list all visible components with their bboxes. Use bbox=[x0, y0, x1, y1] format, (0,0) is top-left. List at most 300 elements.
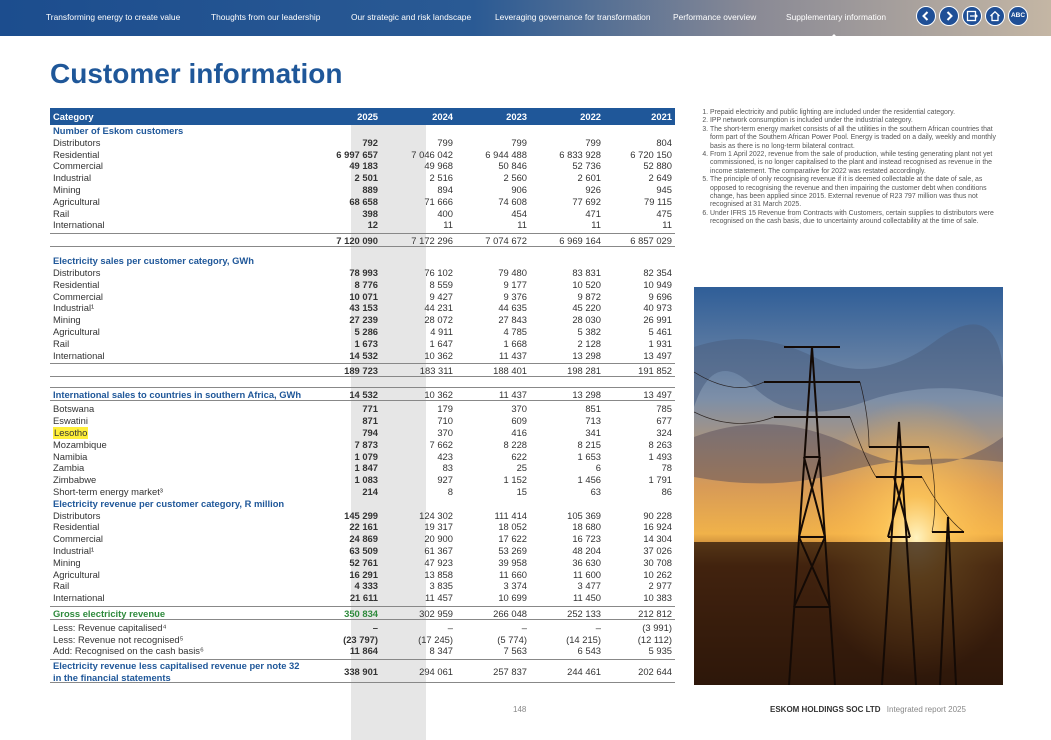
chevron-left-icon bbox=[920, 10, 932, 22]
country-row-cell: 7 662 bbox=[429, 438, 453, 450]
table-row-cell: 13 858 bbox=[424, 568, 453, 580]
total-value: 191 852 bbox=[638, 365, 672, 377]
table-row-cell: 10 071 bbox=[349, 290, 378, 302]
adjustment-row-cell: 5 935 bbox=[648, 645, 672, 657]
table-row-cell: 3 835 bbox=[429, 580, 453, 592]
table-row-cell: 9 872 bbox=[577, 290, 601, 302]
adjustment-row-cell: (12 112) bbox=[637, 633, 672, 645]
table-row-cell: 40 973 bbox=[643, 302, 672, 314]
table-row-cell: Industrial¹ bbox=[53, 544, 95, 556]
footer-report-name: Integrated report 2025 bbox=[886, 705, 966, 714]
adjustment-row-cell: 8 347 bbox=[429, 645, 453, 657]
table-row bbox=[50, 592, 675, 604]
table-row-cell: 44 231 bbox=[424, 302, 453, 314]
section-title-value: 13 497 bbox=[643, 389, 672, 401]
table-row-cell: 2 601 bbox=[577, 172, 601, 184]
table-row-cell: 4 911 bbox=[430, 325, 453, 337]
table-row-cell: 3 477 bbox=[577, 580, 601, 592]
table-row bbox=[50, 208, 675, 220]
table-row bbox=[50, 338, 675, 350]
section-title-value: 14 532 bbox=[349, 389, 378, 401]
adjustment-row-cell: Add: Recognised on the cash basis⁶ bbox=[53, 645, 204, 657]
table-row-cell: 13 298 bbox=[572, 349, 601, 361]
adjustment-row bbox=[50, 634, 675, 646]
table-row-cell: 9 696 bbox=[648, 290, 672, 302]
country-row-cell: 214 bbox=[362, 485, 378, 497]
table-row-cell: 77 692 bbox=[572, 195, 601, 207]
table-row-cell: 9 427 bbox=[429, 290, 453, 302]
country-row-cell: 1 079 bbox=[354, 450, 378, 462]
table-row-cell: 1 673 bbox=[354, 337, 378, 349]
table-row-cell: 471 bbox=[585, 207, 601, 219]
adjustment-row-cell: (5 774) bbox=[497, 633, 527, 645]
total-row bbox=[50, 363, 675, 377]
final-revenue-row bbox=[50, 659, 675, 683]
country-row-cell: 1 083 bbox=[354, 474, 378, 486]
country-row-cell: 86 bbox=[661, 485, 672, 497]
table-row-cell: 20 900 bbox=[424, 533, 453, 545]
table-row-cell: 2 128 bbox=[577, 337, 601, 349]
table-row-cell: 82 354 bbox=[643, 266, 672, 278]
total-value: 7 120 090 bbox=[336, 235, 378, 247]
table-row-cell: International bbox=[53, 592, 105, 604]
table-row-cell: Agricultural bbox=[53, 325, 100, 337]
table-row-cell: 1 647 bbox=[429, 337, 453, 349]
table-row-cell: 16 924 bbox=[643, 521, 672, 533]
footnotes bbox=[696, 109, 1000, 227]
section-title bbox=[50, 387, 675, 401]
gross-revenue-value: 252 133 bbox=[567, 607, 601, 619]
table-row-cell: Commercial bbox=[53, 290, 104, 302]
table-row-cell: 10 262 bbox=[643, 568, 672, 580]
table-row-cell: International bbox=[53, 219, 105, 231]
table-row-cell: 2 560 bbox=[503, 172, 527, 184]
table-row-cell: 105 369 bbox=[567, 509, 601, 521]
country-row bbox=[50, 486, 675, 498]
table-row-cell: 19 317 bbox=[424, 521, 453, 533]
footer-company-name: ESKOM HOLDINGS SOC LTD bbox=[770, 705, 881, 714]
table-row-cell: 18 680 bbox=[572, 521, 601, 533]
table-row-cell: 2 649 bbox=[648, 172, 672, 184]
final-revenue-value: 294 061 bbox=[419, 666, 453, 678]
table-row-cell: Distributors bbox=[53, 136, 101, 148]
table-row-cell: 804 bbox=[656, 136, 672, 148]
country-row-cell: 677 bbox=[656, 415, 672, 427]
customer-information-table bbox=[50, 108, 675, 685]
table-row-cell: 2 501 bbox=[354, 172, 378, 184]
table-row-cell: 14 304 bbox=[643, 533, 672, 545]
table-row bbox=[50, 521, 675, 533]
table-row-cell: 11 660 bbox=[499, 568, 527, 580]
section-title bbox=[50, 255, 675, 267]
table-row-cell: 5 286 bbox=[354, 325, 378, 337]
chevron-right-icon bbox=[943, 10, 955, 22]
adjustment-row-cell: – bbox=[521, 621, 527, 633]
gross-revenue-value: 302 959 bbox=[419, 607, 453, 619]
adjustment-row-cell: (23 797) bbox=[343, 633, 378, 645]
total-value: 189 723 bbox=[344, 365, 378, 377]
home-icon bbox=[989, 10, 1001, 22]
table-row-cell: 21 611 bbox=[349, 592, 378, 604]
table-row-cell: 906 bbox=[511, 183, 527, 195]
top-navigation-bar bbox=[0, 0, 1051, 36]
table-row-cell: 400 bbox=[437, 207, 453, 219]
gross-revenue-value: 350 834 bbox=[344, 607, 378, 619]
country-row bbox=[50, 439, 675, 451]
table-row-cell: 145 299 bbox=[344, 509, 378, 521]
table-row-cell: 45 220 bbox=[572, 302, 601, 314]
table-row-cell: 11 450 bbox=[573, 592, 601, 604]
table-row-cell: 4 333 bbox=[354, 580, 378, 592]
table-row bbox=[50, 279, 675, 291]
table-row bbox=[50, 302, 675, 314]
country-row bbox=[50, 427, 675, 439]
final-revenue-value: 244 461 bbox=[567, 666, 601, 678]
nav-item-performance-overview[interactable]: Performance overview bbox=[673, 12, 757, 22]
section-title-label: Number of Eskom customers bbox=[53, 125, 184, 136]
table-row-cell: 36 630 bbox=[572, 556, 601, 568]
table-row-cell: 10 362 bbox=[424, 349, 453, 361]
table-row bbox=[50, 545, 675, 557]
table-row-cell: International bbox=[53, 349, 105, 361]
country-row-cell: 416 bbox=[511, 426, 527, 438]
table-header-row bbox=[50, 108, 675, 125]
table-row-cell: 49 183 bbox=[349, 160, 378, 172]
table-row-cell: 14 532 bbox=[349, 349, 378, 361]
table-row-cell: 945 bbox=[656, 183, 672, 195]
table-row-cell: 11 457 bbox=[425, 592, 453, 604]
table-row-cell: 63 509 bbox=[349, 544, 378, 556]
section-title-label: Electricity revenue per customer category, R million bbox=[53, 497, 285, 509]
table-row-cell: Mining bbox=[53, 183, 81, 195]
country-row-cell: 423 bbox=[437, 450, 453, 462]
table-row-cell: 71 666 bbox=[424, 195, 453, 207]
adjustment-row-cell: 7 563 bbox=[503, 645, 527, 657]
table-row-cell: 792 bbox=[362, 136, 378, 148]
total-row bbox=[50, 233, 675, 247]
table-row bbox=[50, 137, 675, 149]
table-row-cell: 11 bbox=[517, 219, 527, 231]
table-row-cell: 27 843 bbox=[498, 314, 527, 326]
table-row-cell: 111 414 bbox=[494, 509, 527, 521]
total-value: 183 311 bbox=[419, 365, 453, 377]
table-row-cell: 16 291 bbox=[349, 568, 378, 580]
final-revenue-value: 257 837 bbox=[493, 666, 527, 678]
table-row-cell: Commercial bbox=[53, 533, 104, 545]
country-row-cell: 771 bbox=[362, 403, 378, 415]
total-value: 6 857 029 bbox=[630, 235, 672, 247]
table-row-cell: 11 437 bbox=[499, 349, 527, 361]
footnotes-list bbox=[696, 109, 1000, 227]
country-row-cell: Zambia bbox=[53, 462, 85, 474]
table-row bbox=[50, 350, 675, 362]
table-row-cell: 4 785 bbox=[503, 325, 527, 337]
table-row-cell: 926 bbox=[585, 183, 601, 195]
table-row-cell: 124 302 bbox=[419, 509, 453, 521]
country-row bbox=[50, 462, 675, 474]
table-row-cell: 2 516 bbox=[429, 172, 453, 184]
total-value: 7 172 296 bbox=[411, 235, 453, 247]
table-row-cell: 52 736 bbox=[572, 160, 601, 172]
country-row-cell: 63 bbox=[590, 485, 601, 497]
exit-button[interactable] bbox=[962, 6, 982, 26]
adjustment-row-cell: Less: Revenue capitalised⁴ bbox=[53, 621, 167, 633]
section-title-label: International sales to countries in southern Africa, GWh bbox=[53, 389, 302, 401]
table-row-cell: 52 880 bbox=[643, 160, 672, 172]
table-row-cell: 10 383 bbox=[643, 592, 672, 604]
table-row-cell: 11 bbox=[443, 219, 453, 231]
country-row-cell: 622 bbox=[511, 450, 527, 462]
table-row-cell: 799 bbox=[437, 136, 453, 148]
table-row-cell: 17 622 bbox=[498, 533, 527, 545]
header-2024: 2024 bbox=[432, 111, 453, 122]
table-row bbox=[50, 291, 675, 303]
country-row-cell: 871 bbox=[362, 415, 378, 427]
table-row-cell: Mining bbox=[53, 314, 81, 326]
table-row-cell: 11 bbox=[591, 219, 601, 231]
table-row-cell: 78 993 bbox=[349, 266, 378, 278]
adjustment-row-cell: (3 991) bbox=[642, 621, 672, 633]
table-row-cell: 28 030 bbox=[572, 314, 601, 326]
table-row-cell: Rail bbox=[53, 337, 70, 349]
table-row bbox=[50, 172, 675, 184]
table-row-cell: 10 949 bbox=[643, 278, 672, 290]
table-row-cell: 83 831 bbox=[572, 266, 601, 278]
country-row-cell: Mozambique bbox=[53, 438, 107, 450]
table-row-cell: Residential bbox=[53, 521, 100, 533]
table-row-cell: 16 723 bbox=[572, 533, 601, 545]
table-row-cell: 27 239 bbox=[349, 314, 378, 326]
final-revenue-value: 202 644 bbox=[638, 666, 672, 678]
section-title bbox=[50, 498, 675, 510]
table-row-cell: 49 968 bbox=[424, 160, 453, 172]
table-row-cell: 12 bbox=[367, 219, 378, 231]
country-row-cell: 1 847 bbox=[354, 462, 378, 474]
table-row-cell: 30 708 bbox=[643, 556, 672, 568]
country-row-cell: 713 bbox=[585, 415, 601, 427]
country-row-cell: 83 bbox=[442, 462, 453, 474]
section-title-label: Electricity sales per customer category, GWh bbox=[53, 255, 254, 267]
power-pylons-sunset-photo bbox=[694, 287, 1003, 685]
page-number: 148 bbox=[513, 705, 527, 714]
adjustment-row-cell: – bbox=[447, 621, 453, 633]
adjustment-row bbox=[50, 622, 675, 634]
footnote-item: 1. Prepaid electricity and public lighting are included under the residential category. bbox=[710, 109, 1000, 117]
table-row-cell: 5 461 bbox=[648, 325, 672, 337]
table-row-cell: 9 177 bbox=[503, 278, 527, 290]
country-row-cell: 1 791 bbox=[648, 474, 672, 486]
table-row-cell: 10 699 bbox=[498, 592, 527, 604]
country-row-cell: 8 228 bbox=[503, 438, 527, 450]
country-row-cell: Botswana bbox=[53, 403, 95, 415]
home-button[interactable] bbox=[985, 6, 1005, 26]
country-row-cell: 1 456 bbox=[577, 474, 601, 486]
header-category: Category bbox=[53, 111, 94, 122]
country-row-cell: Short-term energy market³ bbox=[53, 485, 163, 497]
table-row-cell: Mining bbox=[53, 556, 81, 568]
table-row-cell: 68 658 bbox=[349, 195, 378, 207]
country-row-cell: 324 bbox=[656, 426, 672, 438]
table-row-cell: Industrial bbox=[53, 172, 92, 184]
country-row-cell: 609 bbox=[511, 415, 527, 427]
adjustment-row-cell: (14 215) bbox=[566, 633, 601, 645]
table-row-cell: 43 153 bbox=[349, 302, 378, 314]
country-row-cell: 8 215 bbox=[577, 438, 601, 450]
country-row-cell: Eswatini bbox=[53, 415, 88, 427]
country-row-cell: 794 bbox=[362, 426, 378, 438]
country-row-cell: Namibia bbox=[53, 450, 88, 462]
table-row-cell: 74 608 bbox=[498, 195, 527, 207]
table-row-cell: 889 bbox=[362, 183, 378, 195]
next-page-button[interactable] bbox=[939, 6, 959, 26]
gross-revenue-row bbox=[50, 606, 675, 620]
footnote-item: 4. From 1 April 2022, revenue from the sale of production, while testing generating plant not yet commissioned, is no longer capitalised to the plant and instead recognised as revenue in the income statement. The comparative for 2022 was restated accordingly. bbox=[710, 151, 1000, 176]
country-row-cell: 7 873 bbox=[354, 438, 378, 450]
table-row-cell: 7 046 042 bbox=[411, 148, 453, 160]
section-title bbox=[50, 125, 675, 137]
section-title-value: 10 362 bbox=[424, 389, 453, 401]
table-row-cell: 799 bbox=[585, 136, 601, 148]
footer-company bbox=[770, 705, 966, 714]
table-row-cell: Industrial¹ bbox=[53, 302, 95, 314]
table-row-cell: 26 991 bbox=[643, 314, 672, 326]
nav-item-thoughts-leadership[interactable]: Thoughts from our leadership bbox=[211, 12, 321, 22]
country-row bbox=[50, 403, 675, 415]
table-row-cell: 5 382 bbox=[577, 325, 601, 337]
table-row-cell: 28 072 bbox=[424, 314, 453, 326]
table-row-cell: 475 bbox=[656, 207, 672, 219]
previous-page-button[interactable] bbox=[916, 6, 936, 26]
glossary-abc-button[interactable]: ABC bbox=[1008, 6, 1028, 26]
table-row-cell: 894 bbox=[437, 183, 453, 195]
country-row-cell: 785 bbox=[656, 403, 672, 415]
table-row-cell: 39 958 bbox=[498, 556, 527, 568]
table-row-cell: 61 367 bbox=[424, 544, 453, 556]
table-row bbox=[50, 580, 675, 592]
table-row-cell: 76 102 bbox=[424, 266, 453, 278]
table-row bbox=[50, 160, 675, 172]
table-row-cell: 22 161 bbox=[349, 521, 378, 533]
table-row-cell: Residential bbox=[53, 148, 100, 160]
final-label-line2: in the financial statements bbox=[53, 672, 171, 684]
adjustment-row-cell: – bbox=[372, 621, 378, 633]
table-row-cell: 9 376 bbox=[503, 290, 527, 302]
total-value: 188 401 bbox=[493, 365, 527, 377]
table-row-cell: 6 944 488 bbox=[485, 148, 527, 160]
country-row-cell: 851 bbox=[585, 403, 601, 415]
country-row-cell: 370 bbox=[511, 403, 527, 415]
table-row-cell: 79 480 bbox=[498, 266, 527, 278]
table-row-cell: 8 776 bbox=[354, 278, 378, 290]
table-row-cell: 90 228 bbox=[643, 509, 672, 521]
table-row-cell: 18 052 bbox=[498, 521, 527, 533]
table-row-cell: 1 668 bbox=[503, 337, 527, 349]
table-row-cell: 11 600 bbox=[573, 568, 601, 580]
table-row bbox=[50, 326, 675, 338]
exit-icon bbox=[966, 10, 978, 22]
nav-item-governance[interactable]: Leveraging governance for transformation bbox=[495, 12, 651, 22]
country-row-cell: 25 bbox=[516, 462, 527, 474]
gross-revenue-value: 212 812 bbox=[638, 607, 672, 619]
table-row-cell: 79 115 bbox=[644, 195, 672, 207]
country-row-cell: Lesotho bbox=[54, 426, 88, 438]
section-title-value: 11 437 bbox=[499, 389, 527, 401]
country-row-cell: Zimbabwe bbox=[53, 474, 97, 486]
adjustment-row-cell: 11 864 bbox=[349, 645, 378, 657]
table-row-cell: 53 269 bbox=[498, 544, 527, 556]
table-body bbox=[50, 125, 675, 683]
table-row-cell: 6 997 657 bbox=[336, 148, 378, 160]
country-row-cell: 8 263 bbox=[648, 438, 672, 450]
country-row-cell: 1 152 bbox=[503, 474, 527, 486]
country-row-cell: 8 bbox=[447, 485, 453, 497]
table-row bbox=[50, 196, 675, 208]
table-row-cell: Agricultural bbox=[53, 195, 100, 207]
table-row bbox=[50, 267, 675, 279]
table-row-cell: 1 931 bbox=[648, 337, 672, 349]
table-row-cell: 2 977 bbox=[648, 580, 672, 592]
country-row-cell: 1 493 bbox=[648, 450, 672, 462]
table-row-cell: Agricultural bbox=[53, 568, 100, 580]
country-row bbox=[50, 415, 675, 427]
header-2025: 2025 bbox=[357, 111, 378, 122]
nav-item-supplementary-information[interactable]: Supplementary information bbox=[786, 12, 887, 22]
final-label-line1: Electricity revenue less capitalised revenue per note 32 bbox=[53, 660, 300, 672]
table-row-cell: 24 869 bbox=[349, 533, 378, 545]
table-row-cell: Distributors bbox=[53, 509, 101, 521]
table-row-cell: 8 559 bbox=[429, 278, 453, 290]
total-value: 7 074 672 bbox=[485, 235, 527, 247]
final-revenue-label bbox=[53, 660, 299, 684]
country-row-cell: 927 bbox=[437, 474, 453, 486]
adjustment-row-cell: 6 543 bbox=[577, 645, 601, 657]
footnote-item: 6. Under IFRS 15 Revenue from Contracts with Customers, certain supplies to distributors were recognised on the cash basis, due to uncertainty around collectability at the time of sale. bbox=[710, 210, 1000, 227]
nav-item-transforming-energy[interactable]: Transforming energy to create value bbox=[46, 12, 181, 22]
table-row bbox=[50, 314, 675, 326]
table-row-cell: 6 833 928 bbox=[559, 148, 601, 160]
table-row-cell: 6 720 150 bbox=[630, 148, 672, 160]
footnote-item: 5. The principle of only recognising revenue if it is deemed collectable at the date of sale, as opposed to recognising the revenue and then impairing the customer debt when conditions change, has been applied since 2015. External revenue of R23 797 million was thus not recognised at 31 March 2025. bbox=[710, 176, 1000, 210]
section-title-value: 13 298 bbox=[572, 389, 601, 401]
table-row-cell: 3 374 bbox=[503, 580, 527, 592]
page-title: Customer information bbox=[50, 58, 343, 89]
table-row bbox=[50, 149, 675, 161]
table-row-cell: 11 bbox=[662, 219, 672, 231]
footnote-item: 2. IPP network consumption is included under the industrial category. bbox=[710, 117, 1000, 125]
adjustment-row bbox=[50, 645, 675, 657]
table-row bbox=[50, 569, 675, 581]
table-row bbox=[50, 533, 675, 545]
total-value: 6 969 164 bbox=[559, 235, 601, 247]
country-row bbox=[50, 451, 675, 463]
country-row-cell: 1 653 bbox=[577, 450, 601, 462]
table-row-cell: Residential bbox=[53, 278, 100, 290]
footnote-item: 3. The short-term energy market consists of all the utilities in the southern African countries that form part of the Southern African Power Pool. Energy is traded on a daily, weekly and monthly basis as there is no long-term bilateral contract. bbox=[710, 126, 1000, 151]
final-revenue-value: 338 901 bbox=[344, 666, 378, 678]
total-value: 198 281 bbox=[567, 365, 601, 377]
table-row-cell: 50 846 bbox=[498, 160, 527, 172]
country-row-cell: 6 bbox=[595, 462, 601, 474]
country-row-cell: 710 bbox=[437, 415, 453, 427]
table-row-cell: 52 761 bbox=[349, 556, 378, 568]
nav-item-strategic-risk[interactable]: Our strategic and risk landscape bbox=[351, 12, 472, 22]
table-row bbox=[50, 510, 675, 522]
country-row-cell: 370 bbox=[437, 426, 453, 438]
table-row bbox=[50, 219, 675, 231]
country-row-cell: 78 bbox=[661, 462, 672, 474]
country-row-cell: 341 bbox=[585, 426, 601, 438]
adjustment-row-cell: – bbox=[595, 621, 601, 633]
